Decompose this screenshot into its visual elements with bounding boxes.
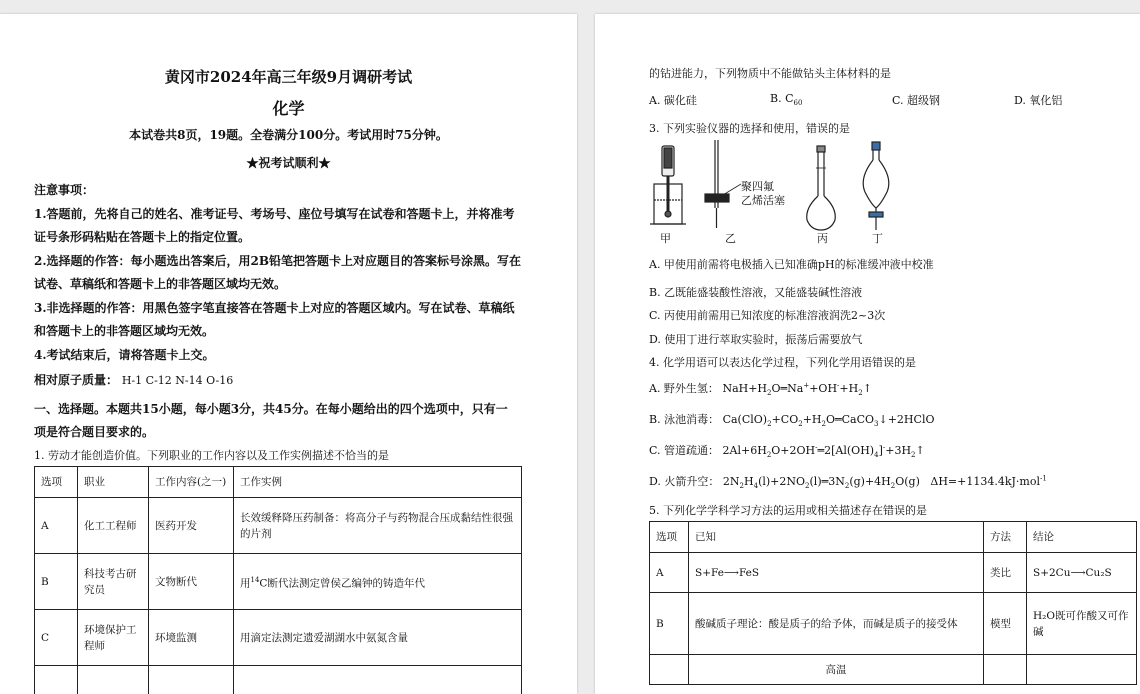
atomic-mass-label: 相对原子质量： [34,373,118,387]
instrument-label: 丁 [872,230,883,246]
question-5-stem: 5. 下列化学学科学习方法的运用或相关描述存在错误的是 [649,502,927,518]
table-header-row [650,522,1137,553]
table-cell: 文物断代 [149,554,234,610]
table-cell: 类比 [984,553,1027,593]
q2-option [770,92,802,107]
note-line: 和答题卡上的非答题区域均无效。 [34,322,214,339]
table-cell: 模型 [984,593,1027,655]
table-row [650,553,1137,593]
q4-option-d [649,473,1047,490]
notes-heading: 注意事项： [34,181,94,198]
table-cell [650,655,689,685]
table-cell [78,666,149,694]
question-3-stem: 3. 下列实验仪器的选择和使用，错误的是 [649,120,850,136]
table-header-cell: 工作实例 [234,467,522,498]
table-cell [1027,655,1137,685]
instrument-label: 甲 [660,230,671,246]
document-page-left [0,14,577,694]
table-cell: 医药开发 [149,498,234,554]
table-header-cell: 选项 [650,522,689,553]
table-cell: 用滴定法测定遗爱湖湖水中氨氮含量 [234,610,522,666]
question-4-stem: 4. 化学用语可以表达化学过程，下列化学用语错误的是 [649,354,916,370]
table-row [35,554,522,610]
equation: $2N_2H_4(l)+2NO_2(l)═3N_2(g)+4H_2O(g)$ ΔH=+1134.4kJ·mol$^{-1}$ [723,475,1047,488]
equation: $NaH+H_2O═Na^++OH^-+H_2↑$ [722,382,871,395]
instrument-label: 乙 [725,230,736,246]
note-line: 2.选择题的作答：每小题选出答案后，用2B铅笔把答题卡上对应题目的答案标号涂黑。写在 [34,252,521,269]
table-cell: S+2Cu⟶Cu₂S [1027,553,1137,593]
note-line: 4.考试结束后，请将答题卡上交。 [34,346,215,363]
table-cell: 长效缓释降压药制备：将高分子与药物混合压成黏结性很强的片剂 [234,498,522,554]
table-cell: 环境监测 [149,610,234,666]
table-cell: 高温 [689,655,984,685]
exam-blessing: ★祝考试顺利★ [0,154,577,171]
table-cell: B [35,554,78,610]
table-cell: 科技考古研究员 [78,554,149,610]
q2-option: D. 氧化铝 [1014,92,1062,108]
table-cell: B [650,593,689,655]
question-1-table [34,466,522,694]
q3-option: C. 丙使用前需用已知浓度的标准溶液润洗2~3次 [649,307,885,323]
table-cell: S+Fe⟶FeS [689,553,984,593]
option-subscript: 60 [794,99,803,107]
table-cell: 化工工程师 [78,498,149,554]
cell-text: C断代法测定曾侯乙编钟的铸造年代 [259,577,425,589]
q4-option-a [649,380,872,397]
note-line: 证号条形码粘贴在答题卡上的指定位置。 [34,228,250,245]
ph-meter-beaker-icon [650,146,686,224]
table-cell [149,666,234,694]
table-cell: A [35,498,78,554]
section-heading: 项是符合题目要求的。 [34,423,154,440]
q4-option-b [649,411,934,428]
note-line: 1.答题前，先将自己的姓名、准考证号、考场号、座位号填写在试卷和答题卡上，并将准考 [34,205,515,222]
table-row-partial [650,655,1137,685]
exam-subject: 化学 [0,96,577,119]
table-row [35,498,522,554]
table-cell: C [35,610,78,666]
stopcock-annotation [741,180,785,208]
table-cell [234,666,522,694]
option-label: B. 泳池消毒： [649,413,719,426]
document-page-right [595,14,1140,694]
annotation-line: 聚四氟 [741,180,785,194]
table-cell [234,554,522,610]
table-header-cell: 已知 [689,522,984,553]
table-row [35,610,522,666]
option-label: C. 管道疏通： [649,444,719,457]
q2-option: C. 超级钢 [892,92,940,108]
exam-title: 黄冈市2024年高三年级9月调研考试 [0,66,577,87]
annotation-line: 乙烯活塞 [741,194,785,208]
table-header-cell: 职业 [78,467,149,498]
atomic-mass-values: H-1 C-12 N-14 O-16 [122,374,233,387]
option-text: B. C [770,92,794,105]
table-row [650,593,1137,655]
atomic-mass [34,371,233,388]
separatory-funnel-icon [863,142,889,230]
table-cell: 环境保护工程师 [78,610,149,666]
question-5-table [649,521,1137,685]
table-header-cell: 选项 [35,467,78,498]
burette-icon [705,140,741,228]
option-label: A. 野外生氢： [649,382,719,395]
table-cell: 酸碱质子理论：酸是质子的给予体，而碱是质子的接受体 [689,593,984,655]
table-header-cell: 工作内容(之一) [149,467,234,498]
table-cell: H₂O既可作酸又可作碱 [1027,593,1137,655]
q4-option-c [649,442,925,459]
q2-option: A. 碳化硅 [649,92,697,108]
table-cell [35,666,78,694]
question-1-stem: 1. 劳动才能创造价值。下列职业的工作内容以及工作实例描述不恰当的是 [34,447,389,463]
section-heading: 一、选择题。本题共15小题，每小题3分，共45分。在每小题给出的四个选项中，只有一 [34,400,508,417]
table-header-row [35,467,522,498]
q3-option: A. 甲使用前需将电极插入已知准确pH的标准缓冲液中校准 [649,256,934,272]
table-cell [984,655,1027,685]
table-row-partial [35,666,522,694]
option-label: D. 火箭升空： [649,475,719,488]
volumetric-flask-icon [807,146,836,230]
table-header-cell: 结论 [1027,522,1137,553]
question-2-tail: 的钻进能力，下列物质中不能做钻头主体材料的是 [649,65,891,81]
instrument-figure [645,138,905,248]
isotope-mass-number: 14 [251,576,260,584]
q3-option: D. 使用丁进行萃取实验时，振荡后需要放气 [649,331,862,347]
cell-text: 用 [240,577,251,589]
equation: $Ca(ClO)_2+CO_2+H_2O═CaCO_3↓+2HClO$ [723,413,935,426]
table-cell: A [650,553,689,593]
q3-option: B. 乙既能盛装酸性溶液，又能盛装碱性溶液 [649,284,862,300]
exam-info: 本试卷共8页，19题。全卷满分100分。考试用时75分钟。 [0,126,577,143]
note-line: 3.非选择题的作答：用黑色签字笔直接答在答题卡上对应的答题区域内。写在试卷、草稿纸 [34,299,515,316]
equation: $2Al+6H_2O+2OH^-═2[Al(OH)_4]^-+3H_2↑$ [723,444,925,457]
instrument-label: 丙 [817,230,828,246]
note-line: 试卷、草稿纸和答题卡上的非答题区域均无效。 [34,275,286,292]
table-header-cell: 方法 [984,522,1027,553]
